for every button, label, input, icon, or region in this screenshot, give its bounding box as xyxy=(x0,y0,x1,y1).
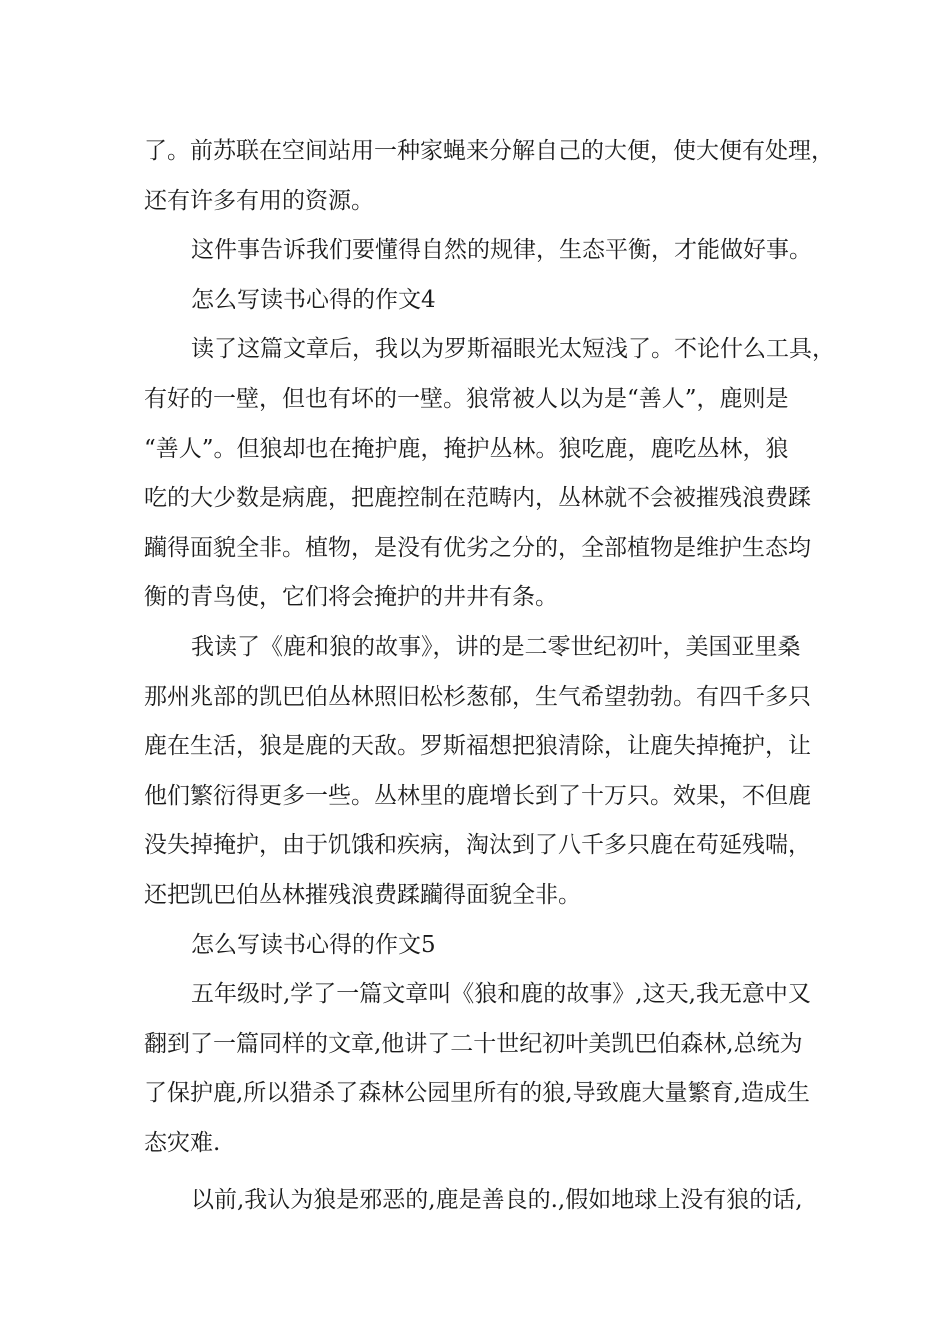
text-line: 还有许多有用的资源。 xyxy=(144,187,374,214)
text-line: 了。前苏联在空间站用一种家蝇来分解自己的大便，使大便有处理， xyxy=(144,138,834,164)
heading-line: 怎么写读书心得的作文5 xyxy=(191,931,436,958)
text-line: “善人”。但狼却也在掩护鹿，掩护丛林。狼吃鹿，鹿吃丛林，狼 xyxy=(144,435,789,462)
text-line: 鹿在生活，狼是鹿的天敌。罗斯福想把狼清除，让鹿失掉掩护，让 xyxy=(144,733,811,760)
paragraph xyxy=(144,127,834,226)
text-line: 态灾难. xyxy=(144,1129,221,1156)
paragraph xyxy=(144,970,814,1168)
document-body xyxy=(144,127,835,1226)
text-line: 了保护鹿,所以猎杀了森林公园里所有的狼,导致鹿大量繁育,造成生 xyxy=(144,1080,810,1107)
text-line: 他们繁衍得更多一些。丛林里的鹿增长到了十万只。效果，不但鹿 xyxy=(144,782,811,809)
paragraph-spacer xyxy=(144,1168,814,1176)
text-line: 那州兆部的凯巴伯丛林照旧松杉葱郁，生气希望勃勃。有四千多只 xyxy=(144,683,811,710)
heading-line: 怎么写读书心得的作文4 xyxy=(191,286,436,313)
text-line: 五年级时,学了一篇文章叫《狼和鹿的故事》,这天,我无意中又 xyxy=(191,981,811,1008)
text-line: 以前,我认为狼是邪恶的,鹿是善良的.,假如地球上没有狼的话, xyxy=(191,1187,803,1214)
text-line: 这件事告诉我们要懂得自然的规律，生态平衡，才能做好事。 xyxy=(191,237,812,264)
text-line: 吃的大少数是病鹿，把鹿控制在范畴内，丛林就不会被摧残浪费蹂 xyxy=(144,485,811,512)
section-heading xyxy=(144,921,814,971)
text-line: 没失掉掩护，由于饥饿和疾病，淘汰到了八千多只鹿在苟延残喘， xyxy=(144,832,811,859)
paragraph xyxy=(144,325,835,623)
paragraph xyxy=(144,1176,814,1226)
text-line: 躏得面貌全非。植物，是没有优劣之分的，全部植物是维护生态均 xyxy=(144,534,811,561)
text-line: 读了这篇文章后，我以为罗斯福眼光太短浅了。不论什么工具， xyxy=(191,336,835,363)
text-line: 我读了《鹿和狼的故事》，讲的是二零世纪初叶，美国亚里桑 xyxy=(191,633,801,660)
text-line: 有好的一壁，但也有坏的一壁。狼常被人以为是“善人”，鹿则是 xyxy=(144,385,789,412)
paragraph xyxy=(144,226,814,276)
text-line: 衡的青鸟使，它们将会掩护的井井有条。 xyxy=(144,584,558,611)
section-heading xyxy=(144,276,814,326)
text-line: 还把凯巴伯丛林摧残浪费蹂躏得面貌全非。 xyxy=(144,881,581,908)
text-line: 翻到了一篇同样的文章,他讲了二十世纪初叶美凯巴伯森林,总统为 xyxy=(144,1030,803,1057)
paragraph xyxy=(144,623,814,921)
